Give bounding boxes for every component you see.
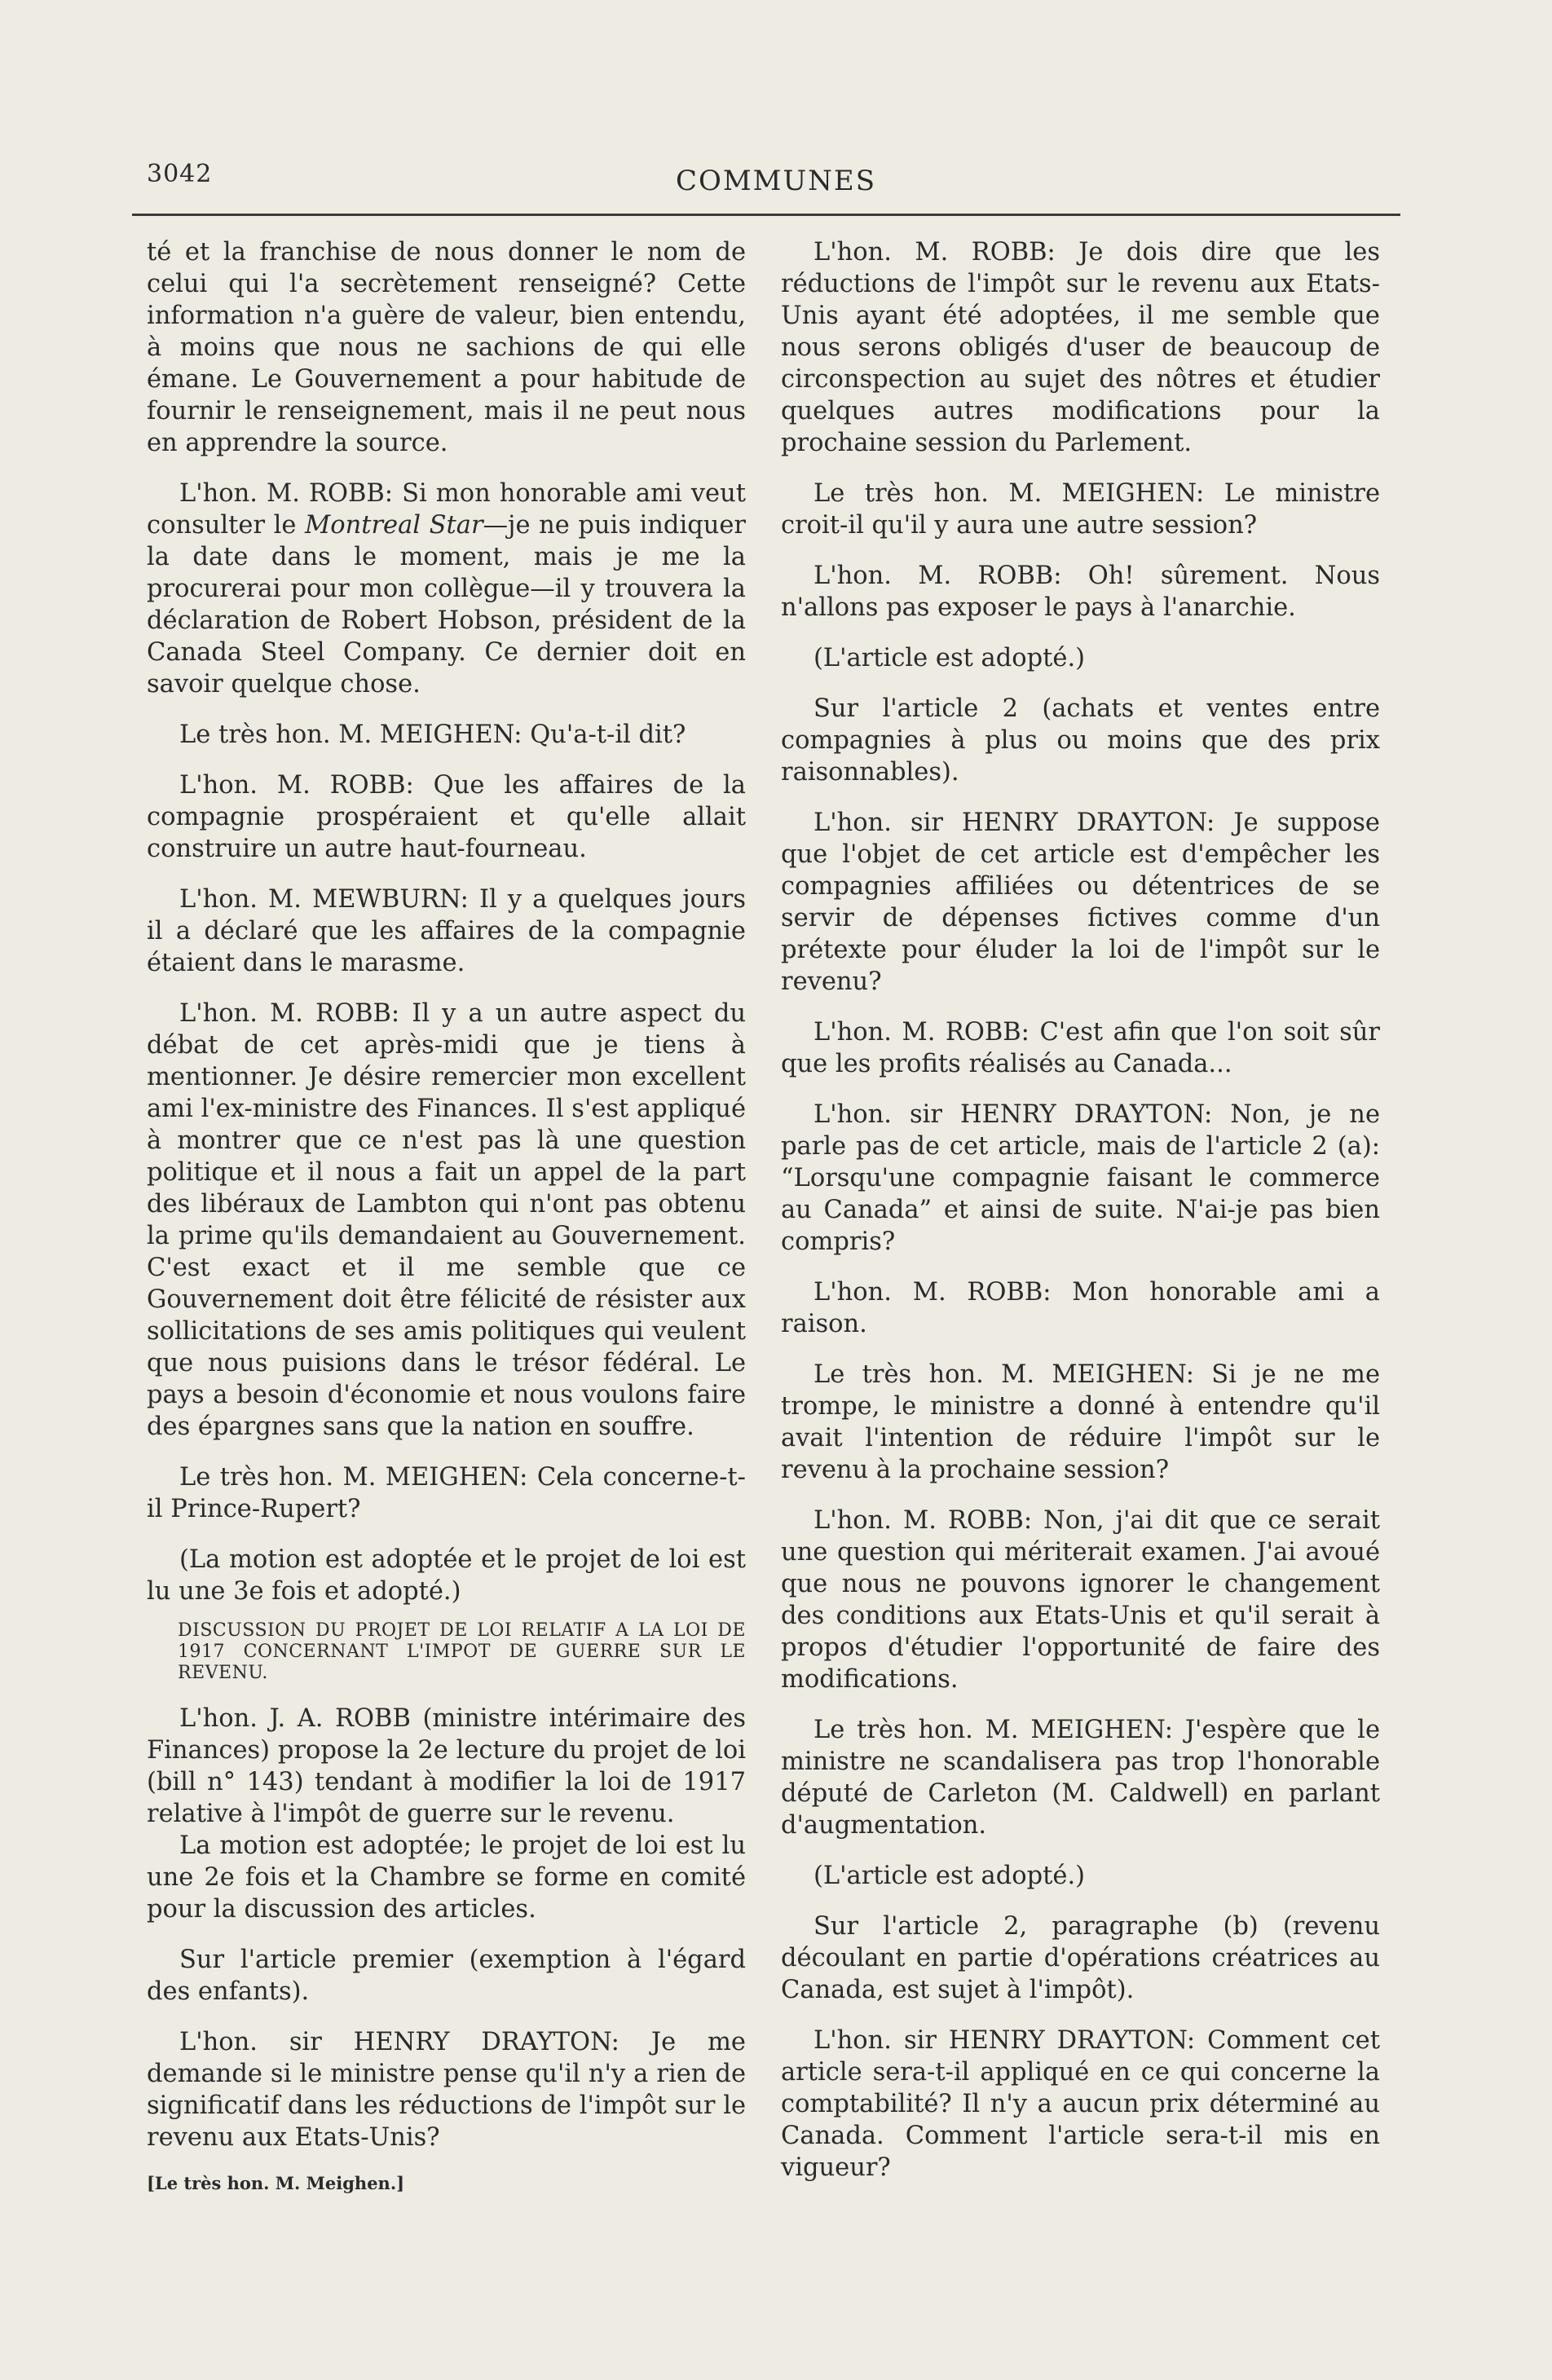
paragraph: L'hon. M. ROBB: Mon honorable ami a raison.	[781, 1278, 1380, 1338]
paragraph: L'hon. sir HENRY DRAYTON: Non, je ne parle pas de cet article, mais de l'article 2 (a): “Lorsqu'une compagnie faisant le commerce au Canada” et ainsi de suite. N'ai-je pas bien compris?	[781, 1100, 1380, 1256]
paragraph: La motion est adoptée; le projet de loi est lu une 2e fois et la Chambre se forme en comité pour la discussion des articles.	[147, 1831, 746, 1924]
paragraph: Le très hon. M. MEIGHEN: Cela concerne-t-il Prince-Rupert?	[147, 1463, 746, 1523]
paragraph: L'hon. M. MEWBURN: Il y a quelques jours il a déclaré que les affaires de la compagnie étaient dans le marasme.	[147, 885, 746, 977]
paragraph: (L'article est adopté.)	[813, 644, 1086, 672]
page-number: 3042	[147, 160, 213, 188]
left-column	[147, 236, 746, 2196]
paragraph: L'hon. sir HENRY DRAYTON: Je suppose que l'objet de cet article est d'empêcher les compagnies affiliées ou détentrices de se servir de dépenses fictives comme d'un prétexte pour éluder la loi de l'impôt sur le revenu?	[781, 809, 1380, 996]
paragraph: L'hon. sir HENRY DRAYTON: Je me demande si le ministre pense qu'il n'y a rien de significatif dans les réductions de l'impôt sur le revenu aux Etats-Unis?	[147, 2028, 746, 2152]
newspaper-title: Montreal Star	[304, 511, 483, 540]
paragraph: Sur l'article premier (exemption à l'égard des enfants).	[147, 1946, 746, 2006]
paragraph: Le très hon. M. MEIGHEN: J'espère que le ministre ne scandalisera pas trop l'honorable député de Carleton (M. Caldwell) en parlant d'augmentation.	[781, 1716, 1380, 1840]
header-rule	[132, 214, 1400, 216]
speaker-footer-note: [Le très hon. M. Meighen.]	[147, 2173, 405, 2193]
paragraph: L'hon. M. ROBB: Non, j'ai dit que ce serait une question qui mériterait examen. J'ai avoué que nous ne pouvons ignorer le changement des conditions aux Etats-Unis et qu'il serait à propos d'étudier l'opportunité de faire des modifications.	[781, 1506, 1380, 1694]
paragraph	[147, 478, 746, 700]
right-column	[781, 236, 1380, 2184]
paragraph: Le très hon. M. MEIGHEN: Le ministre croit-il qu'il y aura une autre session?	[781, 479, 1380, 540]
paragraph: L'hon. M. ROBB: Oh! sûrement. Nous n'allons pas exposer le pays à l'anarchie.	[781, 562, 1380, 622]
section-heading: DISCUSSION DU PROJET DE LOI RELATIF A LA LOI DE 1917 CONCERNANT L'IMPOT DE GUERRE SUR LE REVENU.	[178, 1620, 746, 1683]
text-span: —je ne puis indiquer la date dans le moment, mais je me la procurerai pour mon collègue—il y trouvera la déclaration de Robert Hobson, président de la Canada Steel Company. Ce dernier doit en savoir quelque chose.	[147, 511, 747, 699]
paragraph: L'hon. M. ROBB: C'est afin que l'on soit sûr que les profits réalisés au Canada...	[781, 1018, 1380, 1078]
paragraph: L'hon. sir HENRY DRAYTON: Comment cet article sera-t-il appliqué en ce qui concerne la comptabilité? Il n'y a aucun prix déterminé au Canada. Comment l'article sera-t-il mis en vigueur?	[781, 2026, 1380, 2182]
paragraph: Le très hon. M. MEIGHEN: Qu'a-t-il dit?	[179, 721, 686, 749]
text-span: L'hon. M. ROBB: Si mon honorable ami veut consulter le	[147, 479, 746, 540]
paragraph: té et la franchise de nous donner le nom de celui qui l'a secrètement renseigné? Cette information n'a guère de valeur, bien entendu, à moins que nous ne sachions de qui elle émane. Le Gouvernement a pour habitude de fournir le renseignement, mais il ne peut nous en apprendre la source.	[147, 238, 746, 457]
paragraph: Sur l'article 2 (achats et ventes entre compagnies à plus ou moins que des prix raisonnables).	[781, 694, 1380, 787]
paragraph: L'hon. M. ROBB: Il y a un autre aspect du débat de cet après-midi que je tiens à mentionner. Je désire remercier mon excellent ami l'ex-ministre des Finances. Il s'est appliqué à montrer que ce n'est pas là une question politique et il nous a fait un appel de la part des libéraux de Lambton qui n'ont pas obtenu la prime qu'ils demandaient au Gouvernement. C'est exact et il me semble que ce Gouvernement doit être félicité de résister aux sollicitations de ses amis politiques qui veulent que nous puisions dans le trésor fédéral. Le pays a besoin d'économie et nous voulons faire des épargnes sans que la nation en souffre.	[147, 999, 746, 1441]
running-head: COMMUNES	[675, 165, 877, 197]
paragraph: Le très hon. M. MEIGHEN: Si je ne me trompe, le ministre a donné à entendre qu'il avait l'intention de réduire l'impôt sur le revenu à la prochaine session?	[781, 1360, 1380, 1484]
paragraph: (La motion est adoptée et le projet de loi est lu une 3e fois et adopté.)	[147, 1545, 746, 1606]
paragraph: L'hon. M. ROBB: Je dois dire que les réductions de l'impôt sur le revenu aux Etats-Unis ayant été adoptées, il me semble que nous serons obligés d'user de beaucoup de circonspection au sujet des nôtres et étudier quelques autres modifications pour la prochaine session du Parlement.	[781, 238, 1380, 457]
paragraph: L'hon. M. ROBB: Que les affaires de la compagnie prospéraient et qu'elle allait construire un autre haut-fourneau.	[147, 771, 746, 863]
paragraph: L'hon. J. A. ROBB (ministre intérimaire des Finances) propose la 2e lecture du projet de loi (bill n° 143) tendant à modifier la loi de 1917 relative à l'impôt de guerre sur le revenu.	[147, 1704, 746, 1828]
paragraph: Sur l'article 2, paragraphe (b) (revenu découlant en partie d'opérations créatrices au Canada, est sujet à l'impôt).	[781, 1912, 1380, 2004]
paragraph: (L'article est adopté.)	[813, 1862, 1086, 1890]
